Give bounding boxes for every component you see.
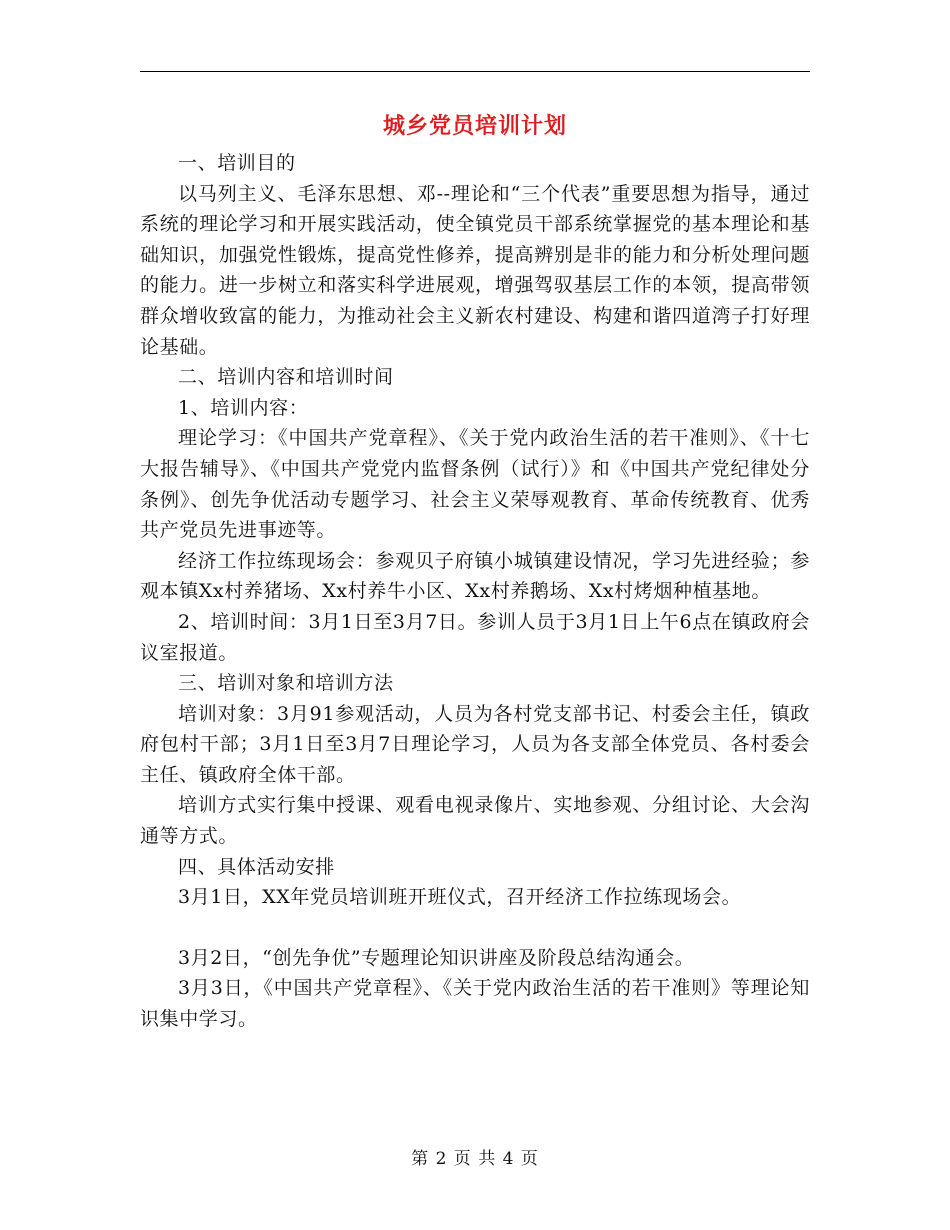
section-heading-schedule: 四、具体活动安排 xyxy=(178,855,335,878)
subheading-content: 1、培训内容： xyxy=(178,396,309,419)
document-body xyxy=(140,148,810,1035)
paragraph-theory-study: 理论学习：《中国共产党章程》、《关于党内政治生活的若干准则》、《十七大报告辅导》、《中国共产党党内监督条例（试行）》和《中国共产党纪律处分条例》、创先争优活动专题学习、社会主义荣辱观教育、革命传统教育、优秀共产党员先进事迹等。 xyxy=(140,427,810,542)
schedule-item-day1: 3月1日，XX年党员培训班开班仪式，召开经济工作拉练现场会。 xyxy=(178,886,742,909)
paragraph-economic-visit: 经济工作拉练现场会：参观贝子府镇小城镇建设情况，学习先进经验；参观本镇Xx村养猪场、Xx村养牛小区、Xx村养鹅场、Xx村烤烟种植基地。 xyxy=(140,549,810,603)
section-heading-content-time: 二、培训内容和培训时间 xyxy=(178,366,394,389)
document-title: 城乡党员培训计划 xyxy=(382,113,567,139)
blank-line xyxy=(140,913,810,943)
paragraph-training-time: 2、培训时间：3月1日至3月7日。参训人员于3月1日上午6点在镇政府会议室报道。 xyxy=(140,610,810,664)
schedule-item-day2: 3月2日，“创先争优”专题理论知识讲座及阶段总结沟通会。 xyxy=(178,946,695,969)
page-footer: 第 2 页 共 4 页 xyxy=(411,1149,539,1169)
section-heading-purpose: 一、培训目的 xyxy=(178,152,296,174)
header-rule xyxy=(140,71,810,72)
paragraph-training-target: 培训对象：3月91参观活动，人员为各村党支部书记、村委会主任，镇政府包村干部；3月1日至3月7日理论学习，人员为各支部全体党员、各村委会主任、镇政府全体干部。 xyxy=(140,702,810,786)
section-heading-target-method: 三、培训对象和培训方法 xyxy=(178,672,394,695)
paragraph-training-method: 培训方式实行集中授课、观看电视录像片、实地参观、分组讨论、大会沟通等方式。 xyxy=(140,794,810,848)
paragraph-purpose: 以马列主义、毛泽东思想、邓--理论和“三个代表”重要思想为指导，通过系统的理论学习和开展实践活动，使全镇党员干部系统掌握党的基本理论和基础知识，加强党性锻炼，提高党性修养，提高辨别是非的能力和分析处理问题的能力。进一步树立和落实科学进展观，增强驾驭基层工作的本领，提高带领群众增收致富的能力，为推动社会主义新农村建设、构建和谐四道湾子打好理论基础。 xyxy=(140,182,810,358)
schedule-item-day3: 3月3日，《中国共产党章程》、《关于党内政治生活的若干准则》等理论知识集中学习。 xyxy=(140,977,810,1031)
